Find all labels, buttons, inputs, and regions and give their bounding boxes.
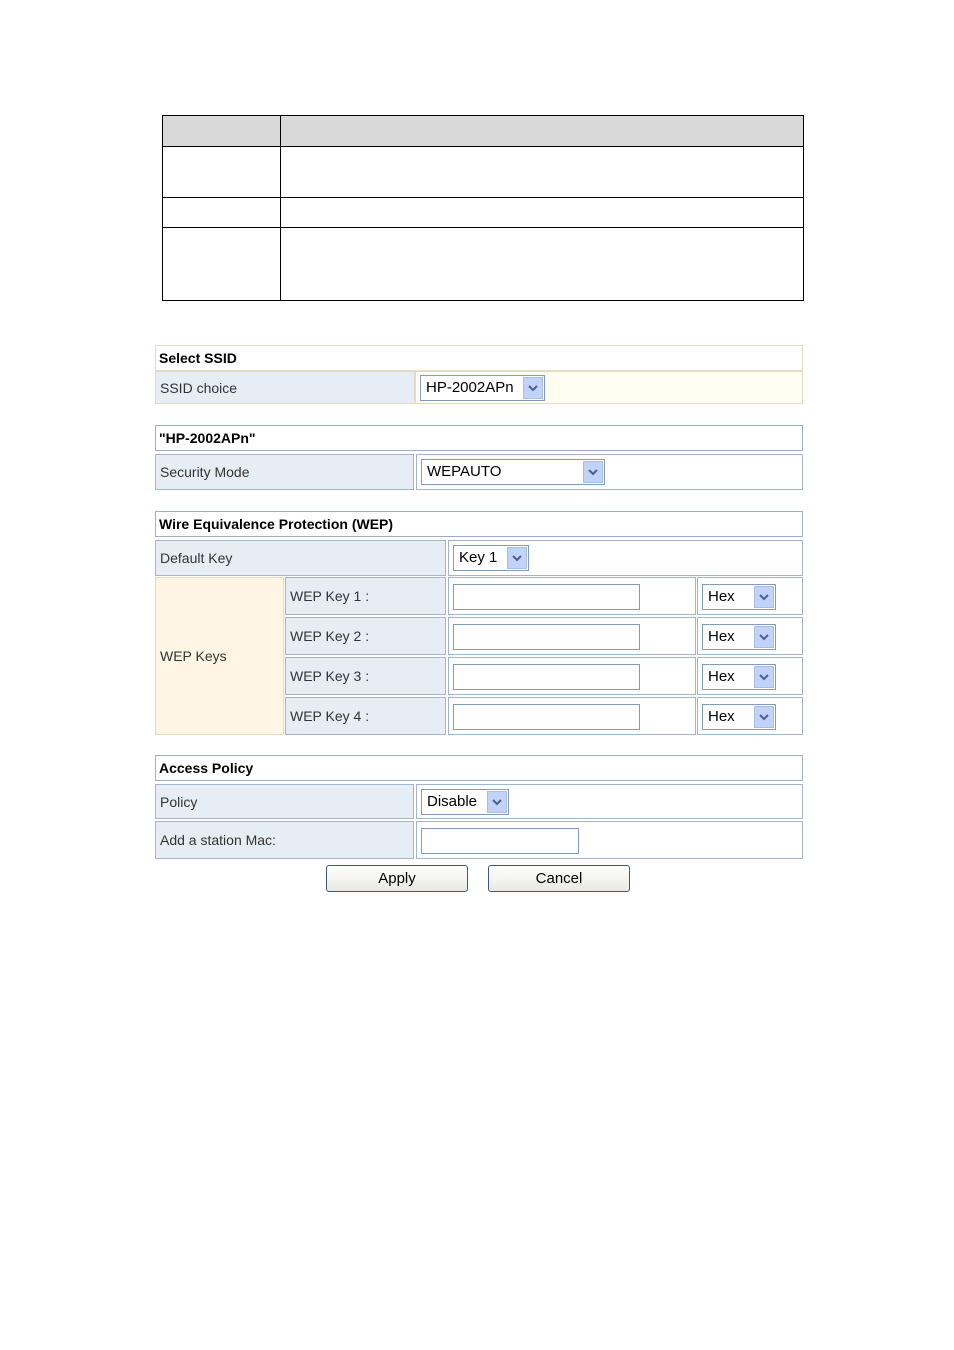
ssid-choice-select[interactable]	[420, 375, 545, 401]
wep-key-2-format-cell	[697, 617, 803, 655]
wep-key-4-input[interactable]	[453, 704, 640, 730]
access-policy-panel	[155, 755, 803, 848]
wep-key-1-format-select[interactable]	[702, 584, 776, 610]
wep-key-1-format-value: Hex	[708, 588, 735, 605]
wep-key-3-cell	[448, 657, 696, 695]
security-header: "HP-2002APn"	[155, 425, 803, 451]
wep-header: Wire Equivalence Protection (WEP)	[155, 511, 803, 537]
chevron-down-icon	[523, 377, 543, 399]
wep-key-3-format-value: Hex	[708, 668, 735, 685]
wep-key-4-format-value: Hex	[708, 708, 735, 725]
policy-label: Policy	[155, 784, 414, 819]
reference-table	[162, 115, 804, 301]
wep-key-2-label: WEP Key 2 :	[285, 617, 446, 655]
select-ssid-header: Select SSID	[155, 345, 803, 371]
chevron-down-icon	[754, 706, 774, 728]
reference-table-header	[163, 116, 804, 147]
wep-key-2-cell	[448, 617, 696, 655]
wep-key-4-cell	[448, 697, 696, 735]
wep-key-4-label: WEP Key 4 :	[285, 697, 446, 735]
station-mac-input[interactable]	[421, 828, 579, 854]
policy-select[interactable]	[421, 789, 509, 815]
station-mac-label: Add a station Mac:	[155, 821, 414, 859]
wep-key-1-cell	[448, 577, 696, 615]
wep-key-1-format-cell	[697, 577, 803, 615]
default-key-cell	[448, 540, 803, 576]
ssid-choice-label: SSID choice	[155, 371, 415, 404]
wep-key-row	[155, 657, 803, 695]
chevron-down-icon	[487, 791, 507, 813]
ssid-choice-row	[155, 371, 803, 404]
apply-button[interactable]: Apply	[326, 865, 468, 892]
chevron-down-icon	[754, 666, 774, 688]
security-mode-select[interactable]	[421, 459, 605, 485]
security-mode-label: Security Mode	[155, 454, 414, 490]
station-mac-row	[155, 821, 803, 859]
default-key-label: Default Key	[155, 540, 446, 576]
default-key-value: Key 1	[459, 549, 498, 566]
wep-key-4-format-select[interactable]	[702, 704, 776, 730]
reference-table-row	[163, 147, 804, 198]
security-mode-value: WEPAUTO	[427, 463, 502, 480]
select-ssid-panel	[155, 345, 803, 396]
wep-key-2-format-select[interactable]	[702, 624, 776, 650]
wep-key-row	[155, 617, 803, 655]
wep-key-row	[155, 697, 803, 735]
wep-key-3-format-select[interactable]	[702, 664, 776, 690]
ssid-choice-value: HP-2002APn	[426, 379, 514, 396]
wep-key-3-label: WEP Key 3 :	[285, 657, 446, 695]
access-policy-header: Access Policy	[155, 755, 803, 781]
default-key-row	[155, 540, 803, 576]
policy-cell	[416, 784, 803, 819]
policy-row	[155, 784, 803, 819]
security-mode-cell	[416, 454, 803, 490]
chevron-down-icon	[754, 626, 774, 648]
wep-keys-label: WEP Keys	[155, 577, 284, 735]
security-mode-row	[155, 454, 803, 490]
station-mac-cell	[416, 821, 803, 859]
wep-panel	[155, 511, 803, 725]
chevron-down-icon	[754, 586, 774, 608]
wep-key-2-input[interactable]	[453, 624, 640, 650]
wep-key-row	[155, 577, 803, 615]
chevron-down-icon	[507, 547, 527, 569]
policy-value: Disable	[427, 793, 478, 810]
wep-key-2-format-value: Hex	[708, 628, 735, 645]
default-key-select[interactable]	[453, 545, 529, 571]
reference-table-row	[163, 198, 804, 228]
wep-key-1-input[interactable]	[453, 584, 640, 610]
reference-table-row	[163, 228, 804, 301]
chevron-down-icon	[583, 461, 603, 483]
cancel-button[interactable]: Cancel	[488, 865, 630, 892]
security-panel	[155, 425, 803, 480]
wep-key-3-format-cell	[697, 657, 803, 695]
ssid-choice-cell	[415, 371, 803, 404]
wep-key-4-format-cell	[697, 697, 803, 735]
wep-key-3-input[interactable]	[453, 664, 640, 690]
wep-key-1-label: WEP Key 1 :	[285, 577, 446, 615]
